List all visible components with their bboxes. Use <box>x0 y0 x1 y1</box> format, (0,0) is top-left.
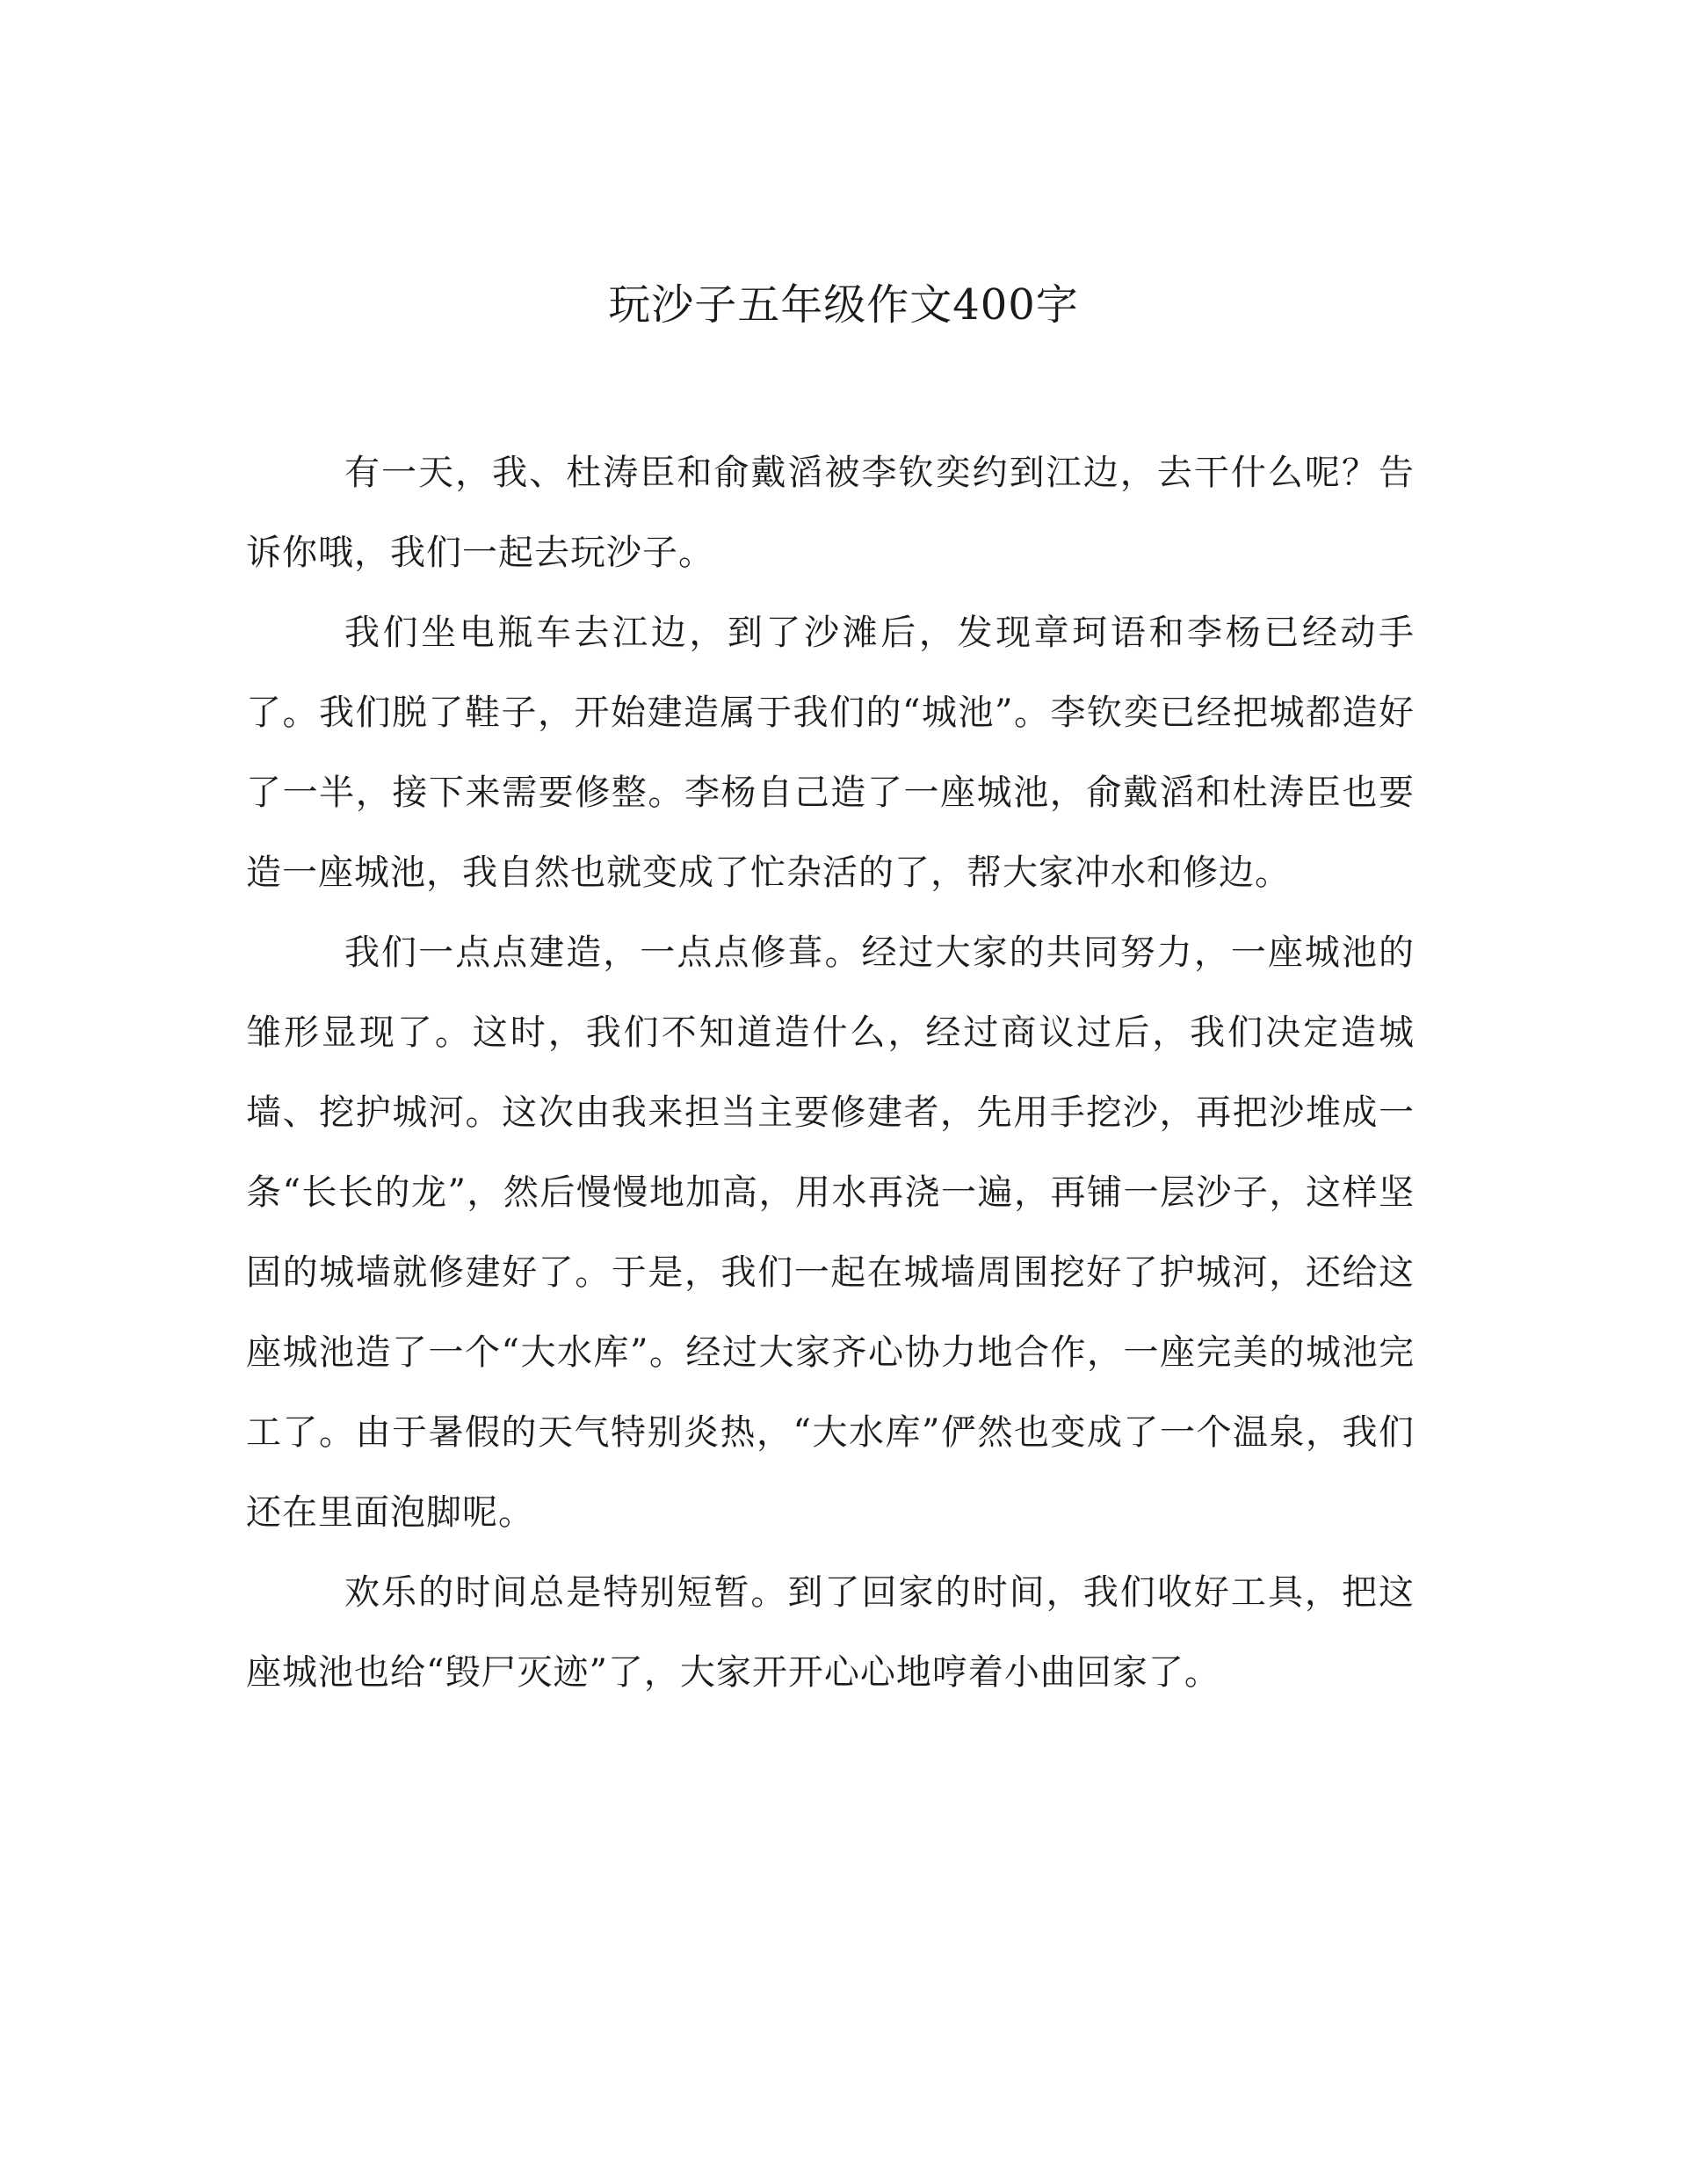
paragraph-1: 有一天，我、杜涛臣和俞戴滔被李钦奕约到江边，去干什么呢？告诉你哦，我们一起去玩沙子。 <box>246 453 1415 573</box>
paragraph-4: 欢乐的时间总是特别短暂。到了回家的时间，我们收好工具，把这座城池也给“毁尸灭迹”了，大家开开心心地哼着小曲回家了。 <box>246 1572 1415 1693</box>
paragraph-3: 我们一点点建造，一点点修葺。经过大家的共同努力，一座城池的雏形显现了。这时，我们不知道造什么，经过商议过后，我们决定造城墙、挖护城河。这次由我来担当主要修建者，先用手挖沙，再把沙堆成一条“长长的龙”，然后慢慢地加高，用水再浇一遍，再铺一层沙子，这样坚固的城墙就修建好了。于是，我们一起在城墙周围挖好了护城河，还给这座城池造了一个“大水库”。经过大家齐心协力地合作，一座完美的城池完工了。由于暑假的天气特别炎热，“大水库”俨然也变成了一个温泉，我们还在里面泡脚呢。 <box>246 932 1415 1533</box>
page-title: 玩沙子五年级作文400字 <box>608 280 1079 330</box>
paragraph-2: 我们坐电瓶车去江边，到了沙滩后，发现章珂语和李杨已经动手了。我们脱了鞋子，开始建造属于我们的“城池”。李钦奕已经把城都造好了一半，接下来需要修整。李杨自己造了一座城池，俞戴滔和杜涛臣也要造一座城池，我自然也就变成了忙杂活的了，帮大家冲水和修边。 <box>246 613 1415 893</box>
essay-body <box>246 433 1415 1713</box>
